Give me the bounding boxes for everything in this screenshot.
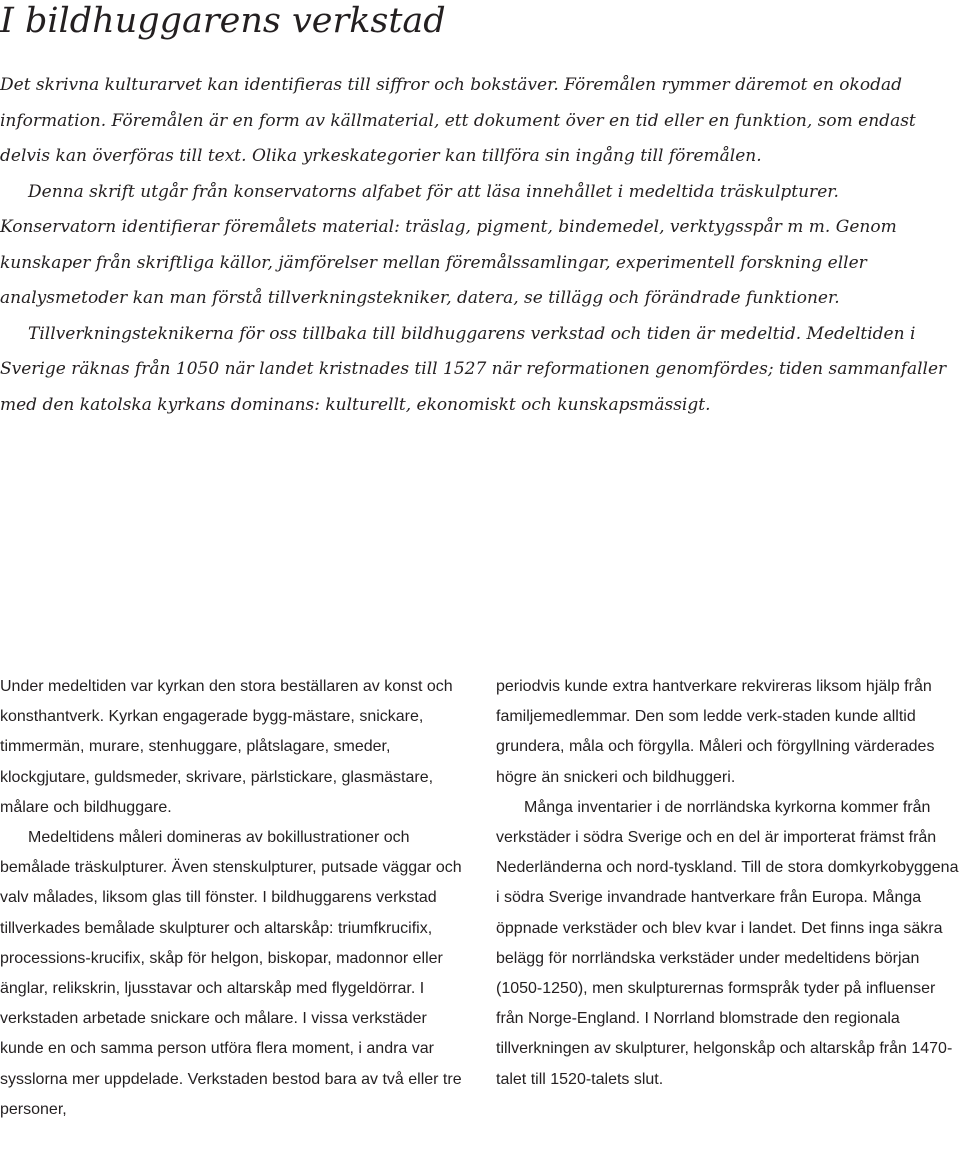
body-paragraph: periodvis kunde extra hantverkare rekvireras liksom hjälp från familjemedlemmar. Den som ledde verk-staden kunde alltid grundera, måla och förgylla. Måleri och förgyllning värderades högre än snickeri och bildhuggeri. — [496, 678, 935, 786]
body-paragraph: Många inventarier i de norrländska kyrkorna kommer från verkstäder i södra Sverige och en del är importerat främst från Nederländerna och nord-tyskland. Till de stora domkyrkobyggena i södra Sverige invandrade hantverkare från Europa. Många öppnade verkstäder och blev kvar i landet. Det finns inga säkra belägg för norrländska verkstäder under medeltidens början (1050-1250), men skulpturernas formspråk tyder på influenser från Norge-England. I Norrland blomstrade den regionala tillverkningen av skulpturer, helgonskåp och altarskåp från 1470-talet till 1520-talets slut. — [496, 798, 959, 1088]
body-paragraph: Under medeltiden var kyrkan den stora beställaren av konst och konsthantverk. Kyrkan engagerade bygg-mästare, snickare, timmermän, murare, stenhuggare, plåtslagare, smeder, klockgjutare, guldsmeder, skrivare, pärlstickare, glasmästare, målare och bildhuggare. — [0, 678, 453, 816]
page-title: I bildhuggarens verkstad — [0, 1, 446, 41]
intro-paragraph: Tillverkningsteknikerna för oss tillbaka till bildhuggarens verkstad och tiden är medeltid. Medeltiden i Sverige räknas från 1050 när landet kristnades till 1527 när reformationen genomfördes; tiden sammanfaller med den katolska kyrkans dominans: kulturellt, ekonomiskt och kunskapsmässigt. — [0, 323, 947, 415]
intro-paragraph: Det skrivna kulturarvet kan identifieras till siffror och bokstäver. Föremålen rymmer däremot en okodad information. Föremålen är en form av källmaterial, ett dokument över en tid eller en funktion, som endast delvis kan överföras till text. Olika yrkeskategorier kan tillföra sin ingång till föremålen. — [0, 75, 916, 166]
intro-section — [0, 68, 956, 423]
body-paragraph: Medeltidens måleri domineras av bokillustrationer och bemålade träskulpturer. Även stenskulpturer, putsade väggar och valv målades, liksom glas till fönster. I bildhuggarens verkstad tillverkades bemålade skulpturer och altarskåp: triumfkrucifix, processions-krucifix, skåp för helgon, biskopar, madonnor eller änglar, relikskrin, ljusstavar och altarskåp med flygeldörrar. I verkstaden arbetade snickare och målare. I vissa verkstäder kunde en och samma person utföra flera moment, i andra var sysslorna mer uppdelade. Verkstaden bestod bara av två eller tre personer, — [0, 829, 462, 1118]
body-column-right — [496, 672, 960, 1095]
body-column-left — [0, 672, 470, 1125]
intro-paragraph: Denna skrift utgår från konservatorns alfabet för att läsa innehållet i medeltida träskulpturer. Konservatorn identifierar föremålets material: träslag, pigment, bindemedel, verktygsspår m m. Genom kunskaper från skriftliga källor, jämförelser mellan föremålssamlingar, experimentell forskning eller analysmetoder kan man förstå tillverkningstekniker, datera, se tillägg och förändrade funktioner. — [0, 181, 897, 308]
